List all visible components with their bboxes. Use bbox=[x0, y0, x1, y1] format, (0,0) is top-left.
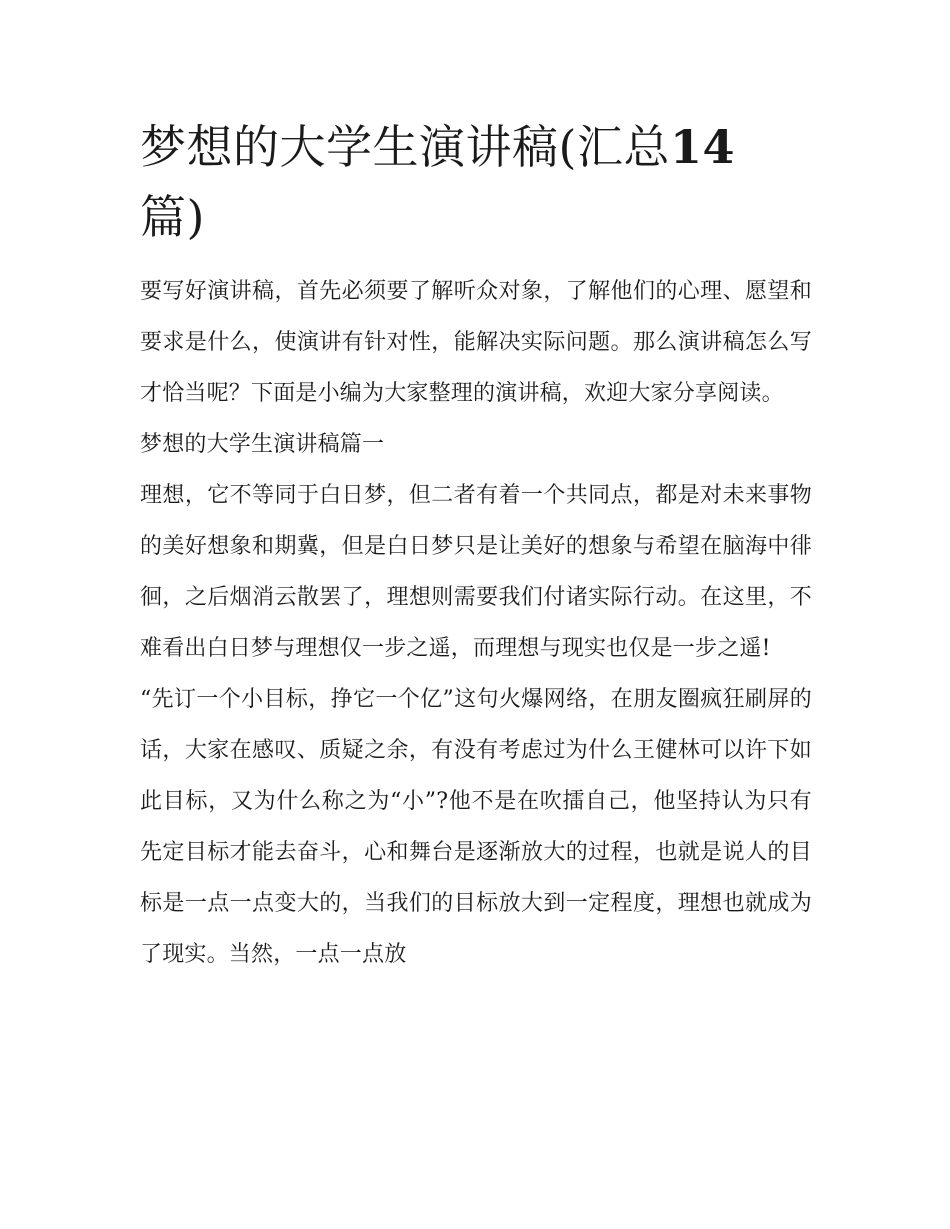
intro-paragraph: 要写好演讲稿，首先必须要了解听众对象，了解他们的心理、愿望和要求是什么，使演讲有针对性，能解决实际问题。那么演讲稿怎么写才恰当呢？下面是小编为大家整理的演讲稿，欢迎大家分享阅读。 bbox=[140, 279, 812, 406]
title-prefix: 梦想的大学生演讲稿(汇总 bbox=[140, 120, 670, 174]
section-heading: 梦想的大学生演讲稿篇一 bbox=[140, 432, 385, 457]
body-paragraph: 理想，它不等同于白日梦，但二者有着一个共同点，都是对未来事物的美好想象和期冀，但是白日梦只是让美好的想象与希望在脑海中徘徊，之后烟消云散罢了，理想则需要我们付诸实际行动。在这里，不难看出白日梦与理想仅一步之遥，而理想与现实也仅是一步之遥! bbox=[140, 483, 812, 661]
title-suffix: 篇) bbox=[140, 190, 205, 244]
document-title bbox=[140, 112, 812, 252]
title-number: 14 bbox=[669, 120, 735, 174]
body-paragraph: “先订一个小目标，挣它一个亿”这句火爆网络，在朋友圈疯狂刷屏的话，大家在感叹、质疑之余，有没有考虑过为什么王健林可以许下如此目标，又为什么称之为“小”?他不是在吹擂自己，他坚持认为只有先定目标才能去奋斗，心和舞台是逐渐放大的过程，也就是说人的目标是一点一点变大的，当我们的目标放大到一定程度，理想也就成为了现实。当然，一点一点放 bbox=[140, 687, 812, 967]
document-page bbox=[140, 112, 812, 980]
